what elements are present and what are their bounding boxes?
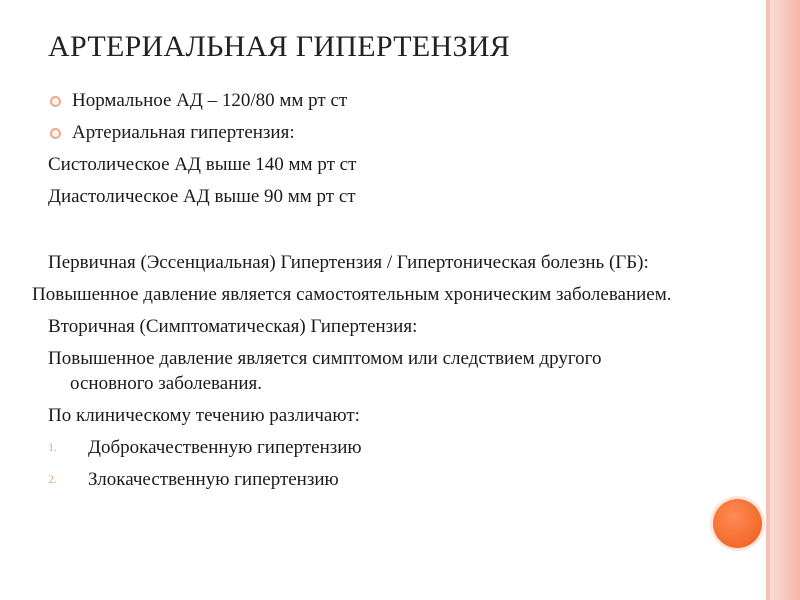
bullet-circle-icon — [50, 128, 61, 139]
secondary-hypertension-heading: Вторичная (Симптоматическая) Гипертензия: — [48, 315, 418, 337]
numbered-item — [48, 435, 688, 460]
band-divider-line — [766, 0, 770, 600]
right-decorative-band — [766, 0, 800, 600]
bullet-item — [48, 120, 688, 145]
slide-content — [32, 88, 688, 499]
secondary-hypertension-description: Повышенное давление является симптомом или следствием другого основного заболевания. — [48, 347, 602, 395]
bullet-item — [48, 88, 688, 113]
orange-circle-decoration — [713, 499, 762, 548]
slide-title: АРТЕРИАЛЬНАЯ ГИПЕРТЕНЗИЯ — [48, 30, 511, 63]
numbered-item — [48, 467, 688, 492]
numbered-text: Злокачественную гипертензию — [88, 468, 339, 490]
primary-hypertension-description: Повышенное давление является самостоятельным хроническим заболеванием. — [32, 283, 672, 305]
bullet-circle-icon — [50, 96, 61, 107]
systolic-line: Систолическое АД выше 140 мм рт ст — [48, 153, 357, 175]
primary-hypertension-heading: Первичная (Эссенциальная) Гипертензия / Гипертоническая болезнь (ГБ): — [48, 251, 649, 273]
diastolic-line: Диастолическое АД выше 90 мм рт ст — [48, 185, 356, 207]
bullet-text: Нормальное АД – 120/80 мм рт ст — [72, 90, 348, 111]
clinical-course-heading: По клиническому течению различают: — [48, 405, 360, 427]
number-marker: 1. — [48, 440, 57, 455]
number-marker: 2. — [48, 471, 57, 486]
bullet-text: Артериальная гипертензия: — [72, 121, 295, 143]
numbered-text: Доброкачественную гипертензию — [88, 437, 362, 459]
spacer — [48, 216, 688, 250]
